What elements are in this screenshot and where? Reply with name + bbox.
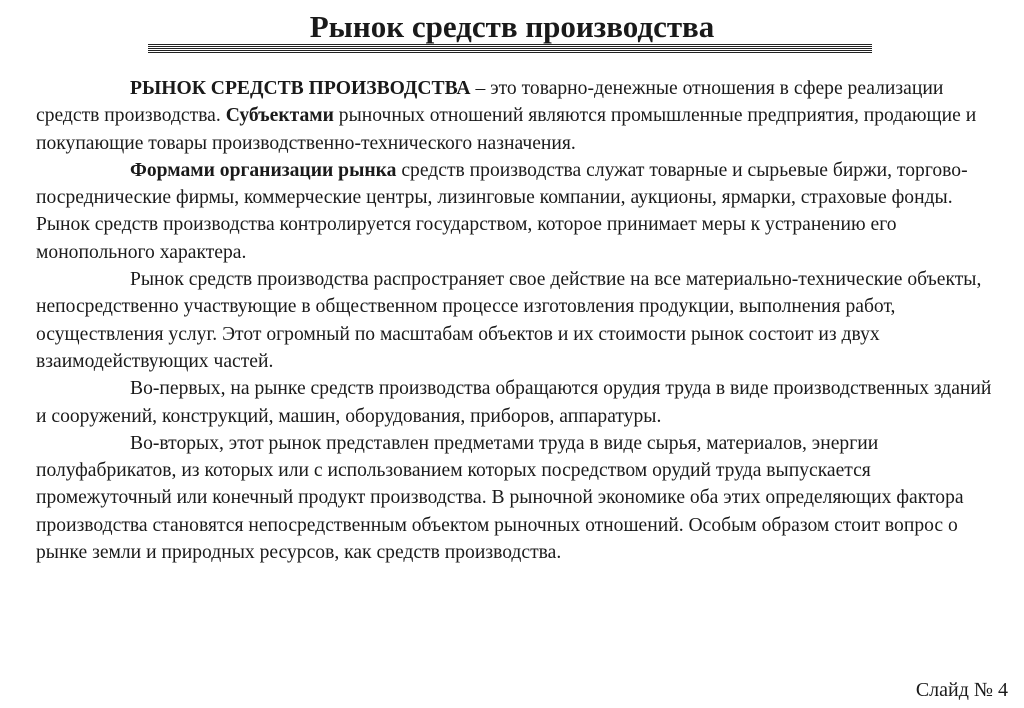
forms-text: средств производства служат товарные и сырьевые биржи, торгово-посреднические фирмы, коммерческие центры, лизинговые компании, аукционы, ярмарки, страховые фонды. Рынок средств производства контролируется государством, которое принимает меры к устранению его монопольного характера. [36, 159, 968, 263]
subjects-bold: Субъектами [225, 105, 334, 127]
paragraph-definition [36, 75, 998, 157]
paragraph-forms [36, 157, 998, 266]
title-underline [148, 44, 872, 53]
definition-text: – это товарно-денежные отношения в сфере реализации средств производства. [36, 78, 944, 127]
slide-body [36, 75, 998, 566]
forms-bold: Формами организации рынка [130, 159, 397, 181]
paragraph-first: Во-первых, на рынке средств производства обращаются орудия труда в виде производственных зданий и сооружений, конструкций, машин, оборудования, приборов, аппаратуры. [36, 378, 992, 427]
subjects-text: рыночных отношений являются промышленные предприятия, продающие и покупающие товары производственно-технического назначения. [36, 105, 977, 154]
term-bold: РЫНОК СРЕДСТВ ПРОИЗВОДСТВА [130, 78, 471, 99]
paragraph-second: Во-вторых, этот рынок представлен предметами труда в виде сырья, материалов, энергии полуфабрикатов, из которых или с использованием которых посредством орудий труда выпускается промежуточный или конечный продукт производства. В рыночной экономике оба этих определяющих фактора производства становятся непосредственным объектом рыночных отношений. Особым образом стоит вопрос о рынке земли и природных ресурсов, как средств производства. [36, 432, 964, 564]
slide-number: Слайд № 4 [915, 679, 1008, 701]
paragraph-scope: Рынок средств производства распространяет свое действие на все материально-технические объекты, непосредственно участвующие в общественном процессе изготовления продукции, выполнения работ, осуществления услуг. Этот огромный по масштабам объектов и их стоимости рынок состоит из двух взаимодействующих частей. [36, 269, 982, 372]
slide-title: Рынок средств производства [309, 9, 715, 44]
